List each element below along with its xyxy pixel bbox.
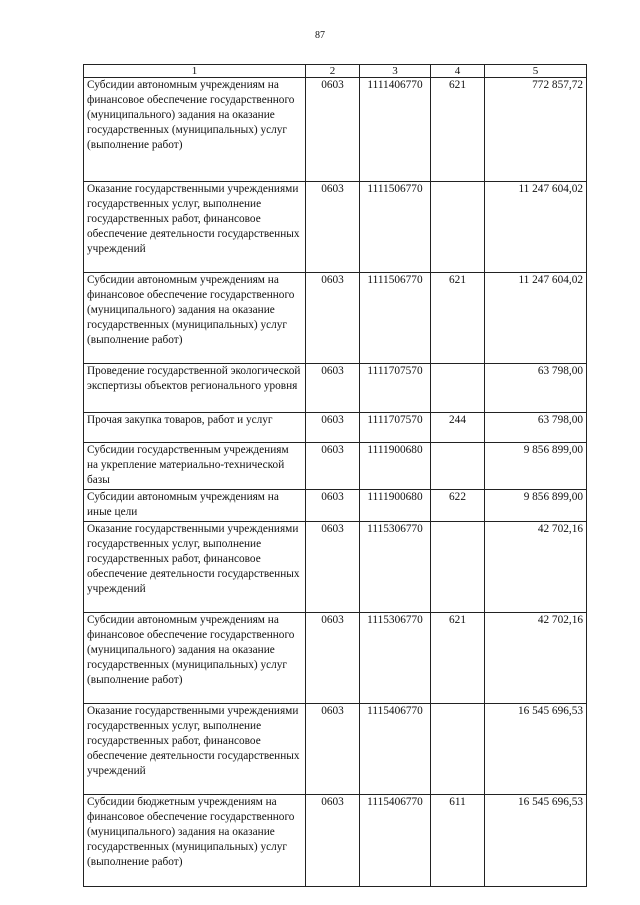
row-amount: 63 798,00 [485, 364, 587, 413]
row-target-code: 1111900680 [360, 490, 431, 522]
row-section-code: 0603 [306, 795, 360, 887]
row-name: Оказание государственными учреждениями государственных услуг, выполнение государственных работ, финансовое обеспечение деятельности государственных учреждений [84, 522, 306, 613]
row-section-code: 0603 [306, 413, 360, 443]
table-row [84, 522, 587, 613]
row-amount: 63 798,00 [485, 413, 587, 443]
row-target-code: 1111900680 [360, 443, 431, 490]
row-expense-type: 622 [431, 490, 485, 522]
row-name: Прочая закупка товаров, работ и услуг [84, 413, 306, 443]
row-section-code: 0603 [306, 490, 360, 522]
row-amount: 16 545 696,53 [485, 795, 587, 887]
row-amount: 42 702,16 [485, 522, 587, 613]
row-name: Оказание государственными учреждениями государственных услуг, выполнение государственных работ, финансовое обеспечение деятельности государственных учреждений [84, 704, 306, 795]
table-row [84, 182, 587, 273]
row-expense-type: 611 [431, 795, 485, 887]
row-target-code: 1115306770 [360, 613, 431, 704]
row-amount: 16 545 696,53 [485, 704, 587, 795]
table-row [84, 704, 587, 795]
row-amount: 11 247 604,02 [485, 182, 587, 273]
row-expense-type: 621 [431, 78, 485, 182]
row-section-code: 0603 [306, 522, 360, 613]
row-name: Проведение государственной экологической экспертизы объектов регионального уровня [84, 364, 306, 413]
row-target-code: 1111707570 [360, 364, 431, 413]
row-expense-type: 621 [431, 613, 485, 704]
column-header-2: 2 [306, 65, 360, 78]
column-header-3: 3 [360, 65, 431, 78]
row-amount: 42 702,16 [485, 613, 587, 704]
row-expense-type [431, 443, 485, 490]
row-section-code: 0603 [306, 364, 360, 413]
row-section-code: 0603 [306, 613, 360, 704]
table-row [84, 413, 587, 443]
budget-table [83, 64, 587, 887]
row-expense-type [431, 522, 485, 613]
row-section-code: 0603 [306, 704, 360, 795]
row-name: Субсидии автономным учреждениям на финансовое обеспечение государственного (муниципального) задания на оказание государственных (муниципальных) услуг (выполнение работ) [84, 78, 306, 182]
row-amount: 9 856 899,00 [485, 443, 587, 490]
row-target-code: 1111506770 [360, 182, 431, 273]
table-row [84, 613, 587, 704]
row-name: Субсидии государственным учреждениям на укрепление материально-технической базы [84, 443, 306, 490]
row-section-code: 0603 [306, 443, 360, 490]
row-expense-type: 244 [431, 413, 485, 443]
table-row [84, 490, 587, 522]
page-number: 87 [315, 30, 325, 41]
table-row [84, 443, 587, 490]
row-amount: 9 856 899,00 [485, 490, 587, 522]
row-target-code: 1115306770 [360, 522, 431, 613]
row-amount: 11 247 604,02 [485, 273, 587, 364]
table-row [84, 273, 587, 364]
table-header-row [84, 65, 587, 78]
row-name: Субсидии бюджетным учреждениям на финансовое обеспечение государственного (муниципального) задания на оказание государственных (муниципальных) услуг (выполнение работ) [84, 795, 306, 887]
row-target-code: 1115406770 [360, 795, 431, 887]
row-target-code: 1115406770 [360, 704, 431, 795]
row-target-code: 1111506770 [360, 273, 431, 364]
table-row [84, 795, 587, 887]
row-expense-type: 621 [431, 273, 485, 364]
row-expense-type [431, 364, 485, 413]
table-row [84, 78, 587, 182]
row-amount: 772 857,72 [485, 78, 587, 182]
column-header-1: 1 [84, 65, 306, 78]
row-expense-type [431, 182, 485, 273]
row-target-code: 1111406770 [360, 78, 431, 182]
row-section-code: 0603 [306, 78, 360, 182]
row-section-code: 0603 [306, 182, 360, 273]
row-expense-type [431, 704, 485, 795]
row-name: Субсидии автономным учреждениям на финансовое обеспечение государственного (муниципального) задания на оказание государственных (муниципальных) услуг (выполнение работ) [84, 273, 306, 364]
row-name: Субсидии автономным учреждениям на финансовое обеспечение государственного (муниципального) задания на оказание государственных (муниципальных) услуг (выполнение работ) [84, 613, 306, 704]
column-header-4: 4 [431, 65, 485, 78]
table-row [84, 364, 587, 413]
row-target-code: 1111707570 [360, 413, 431, 443]
row-name: Оказание государственными учреждениями государственных услуг, выполнение государственных работ, финансовое обеспечение деятельности государственных учреждений [84, 182, 306, 273]
row-name: Субсидии автономным учреждениям на иные цели [84, 490, 306, 522]
column-header-5: 5 [485, 65, 587, 78]
row-section-code: 0603 [306, 273, 360, 364]
